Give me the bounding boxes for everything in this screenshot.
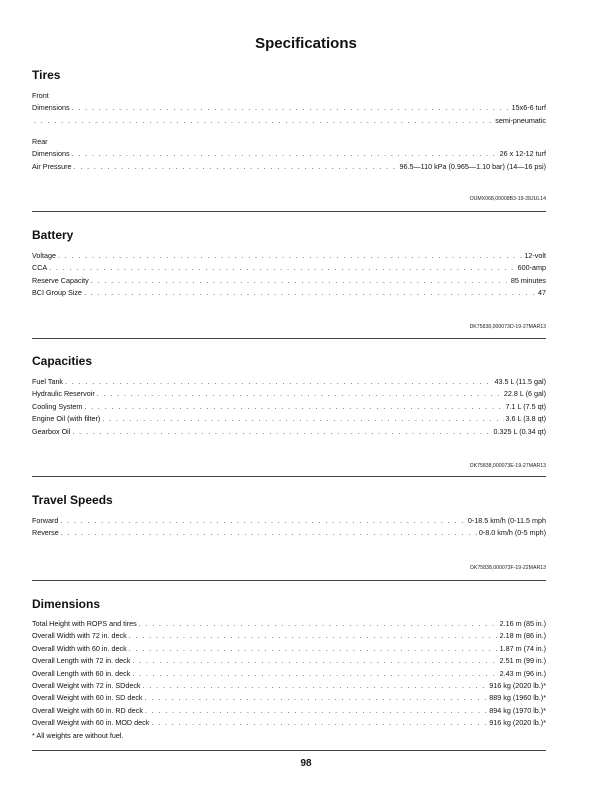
leader-dots (72, 148, 498, 160)
footer-divider (32, 750, 546, 751)
battery-rows (32, 250, 546, 300)
spec-label: Forward (32, 516, 59, 525)
spec-label: Total Height with ROPS and tires (32, 619, 137, 628)
spec-label: Overall Width with 60 in. deck (32, 643, 127, 653)
leader-dots (151, 717, 487, 729)
front-label: Front (32, 91, 49, 100)
spec-value: 0-8.0 km/h (0-5 mph) (478, 528, 546, 538)
section-divider (32, 476, 546, 477)
spec-label: Overall Weight with 60 in. MOD deck (32, 718, 150, 728)
leader-dots (132, 655, 497, 667)
spec-value: 26 x 12-12 turf (499, 149, 546, 159)
leader-dots (139, 618, 498, 630)
spec-label: Fuel Tank (32, 377, 64, 386)
leader-dots (145, 692, 488, 704)
spec-label: Dimensions (32, 103, 70, 113)
spec-row (32, 692, 546, 704)
page-title: Specifications (255, 35, 357, 52)
section-title: Dimensions (32, 597, 101, 611)
reference-code: DK75838,000073F-19-22MAR13 (470, 565, 546, 571)
spec-label: Cooling System (32, 401, 83, 411)
leader-dots (132, 668, 497, 680)
spec-label: Reverse (32, 528, 59, 538)
tires-rear-group (32, 136, 546, 173)
spec-value: 43.5 L (11.5 gal) (494, 377, 546, 386)
spec-row (32, 717, 546, 729)
section-divider (32, 211, 546, 212)
travel-speeds-rows (32, 515, 546, 540)
spec-value: 15x6-6 turf (511, 103, 546, 113)
spec-label: Overall Width with 72 in. deck (32, 631, 127, 641)
page-number: 98 (300, 758, 312, 769)
section-divider (32, 338, 546, 339)
spec-row (32, 115, 546, 127)
spec-value: 2.43 m (96 in.) (499, 668, 546, 678)
spec-row (32, 287, 546, 299)
leader-dots (74, 161, 398, 173)
spec-value: 96.5—110 kPa (0.965—1.10 bar) (14—16 psi) (399, 161, 546, 171)
leader-dots (102, 413, 503, 425)
spec-label: Hydraulic Reservoir (32, 389, 95, 399)
dimensions-section (32, 595, 546, 740)
leader-dots (91, 275, 509, 287)
reference-code: DK75838,000073E-19-27MAR13 (469, 463, 546, 469)
leader-dots (61, 527, 477, 539)
leader-dots (84, 401, 503, 413)
spec-label: Overall Weight with 72 in. SDdeck (32, 680, 141, 690)
leader-dots (143, 680, 488, 692)
leader-dots (129, 630, 498, 642)
battery-section (32, 226, 546, 330)
spec-row (32, 680, 546, 692)
spec-value: 22.8 L (6 gal) (503, 389, 546, 399)
capacities-section (32, 352, 546, 469)
spec-value: 2.51 m (99 in.) (499, 656, 546, 666)
reference-code: DK75838,000073D-19-27MAR13 (469, 324, 546, 330)
spec-label: Overall Length with 72 in. deck (32, 656, 131, 666)
spec-row (32, 388, 546, 400)
leader-dots (97, 388, 502, 400)
dimensions-rows (32, 618, 546, 742)
spec-value: 3.6 L (3.8 qt) (505, 414, 546, 424)
spec-value: 916 kg (2020 lb.)* (489, 718, 546, 728)
spec-row (32, 148, 546, 160)
leader-dots (49, 262, 515, 274)
leader-dots (58, 250, 522, 262)
spec-label: CCA (32, 263, 48, 273)
spec-value: 12-volt (524, 251, 546, 260)
spec-value: 2.16 m (85 in.) (499, 619, 546, 628)
section-title: Tires (32, 68, 61, 82)
section-title: Battery (32, 228, 74, 242)
spec-label: Voltage (32, 251, 56, 260)
spec-row (32, 262, 546, 274)
leader-dots (65, 376, 492, 388)
spec-label: Dimensions (32, 149, 70, 159)
spec-label: Overall Length with 60 in. deck (32, 668, 131, 678)
section-title: Travel Speeds (32, 493, 113, 507)
spec-value: 600-amp (517, 263, 546, 273)
spec-label: Gearbox Oil (32, 426, 71, 436)
spec-value: 916 kg (2020 lb.)* (489, 680, 546, 690)
leader-dots (84, 287, 536, 299)
spec-row (32, 630, 546, 642)
spec-value: semi-pneumatic (495, 115, 546, 125)
spec-value: 85 minutes (510, 275, 546, 285)
spec-value: 1.87 m (74 in.) (499, 643, 546, 653)
leader-dots (34, 115, 493, 127)
leader-dots (72, 102, 510, 114)
leader-dots (145, 705, 487, 717)
rear-label: Rear (32, 137, 48, 146)
spec-value: 894 kg (1970 lb.)* (489, 705, 546, 715)
spec-row (32, 275, 546, 287)
spec-value: 889 kg (1960 lb.)* (489, 693, 546, 703)
spec-label: Air Pressure (32, 161, 72, 171)
spec-row (32, 515, 546, 527)
spec-value: 2.18 m (86 in.) (499, 631, 546, 641)
spec-label: Reserve Capacity (32, 275, 89, 285)
spec-row (32, 705, 546, 717)
capacities-rows (32, 376, 546, 438)
travel-speeds-section (32, 491, 546, 571)
leader-dots (129, 643, 498, 655)
leader-dots (60, 515, 465, 527)
section-title: Capacities (32, 354, 93, 368)
tires-section (32, 66, 546, 202)
spec-row (32, 426, 546, 438)
spec-label: Engine Oil (with filter) (32, 414, 101, 424)
spec-row (32, 401, 546, 413)
spec-row (32, 655, 546, 667)
spec-value: 7.1 L (7.5 qt) (505, 401, 546, 411)
spec-value: 0.325 L (0.34 qt) (493, 426, 546, 436)
spec-label: Overall Weight with 60 in. SD deck (32, 693, 143, 703)
spec-row (32, 102, 546, 114)
spec-row (32, 376, 546, 388)
spec-row (32, 250, 546, 262)
spec-row (32, 643, 546, 655)
leader-dots (72, 426, 491, 438)
reference-code: OUMX068,00008B3-19-28JUL14 (469, 196, 546, 202)
weights-note: * All weights are without fuel. (32, 730, 124, 740)
spec-row (32, 527, 546, 539)
spec-value: 47 (538, 288, 546, 298)
spec-row (32, 668, 546, 680)
spec-label: Overall Weight with 60 in. RD deck (32, 705, 143, 715)
spec-label: BCI Group Size (32, 288, 82, 298)
tires-front-group (32, 90, 546, 127)
spec-value: 0-18.5 km/h (0-11.5 mph (467, 516, 546, 525)
spec-row (32, 413, 546, 425)
section-divider (32, 580, 546, 581)
spec-row (32, 618, 546, 630)
spec-row (32, 161, 546, 173)
